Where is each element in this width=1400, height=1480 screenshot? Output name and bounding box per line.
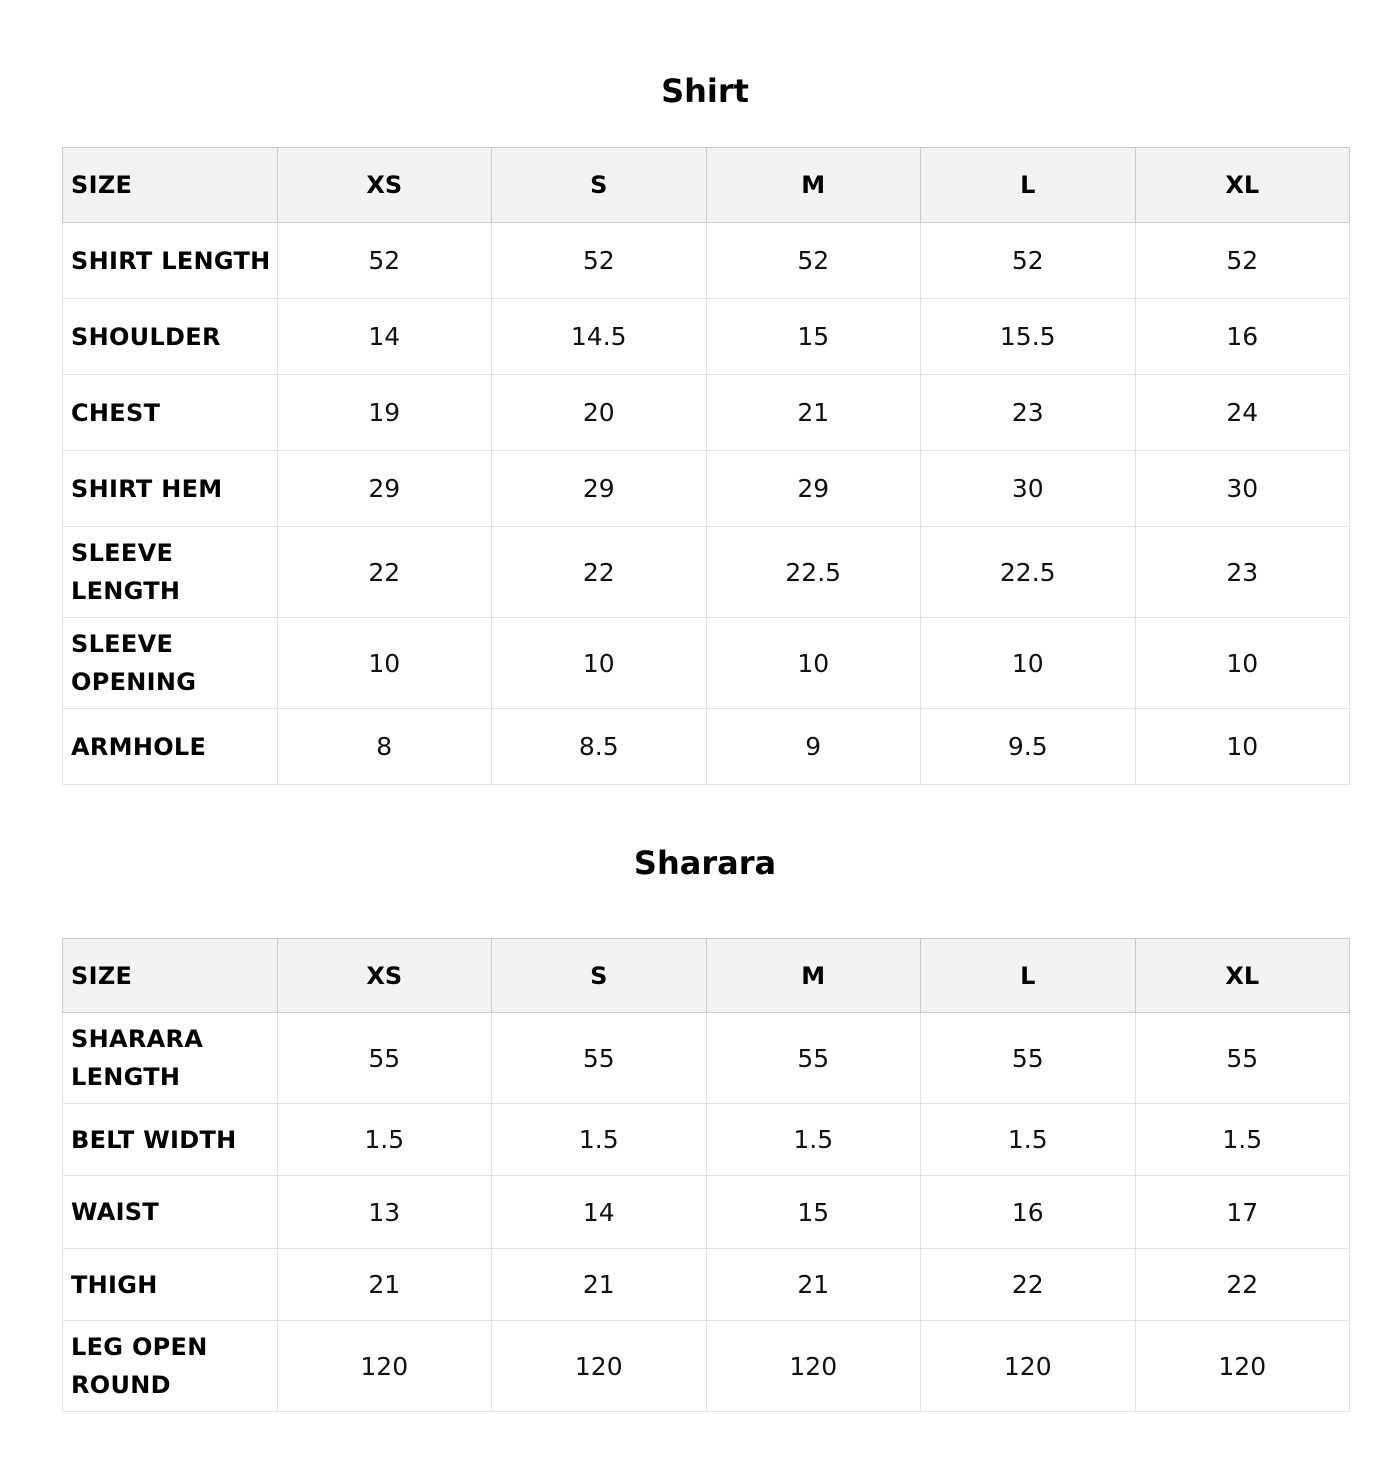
row-label: SHIRT HEM bbox=[63, 451, 278, 527]
column-header-size: SIZE bbox=[63, 148, 278, 223]
column-header-xl: XL bbox=[1135, 939, 1350, 1013]
table-cell: 14 bbox=[492, 1176, 707, 1249]
column-header-xs: XS bbox=[277, 939, 492, 1013]
row-label: BELT WIDTH bbox=[63, 1104, 278, 1176]
table-cell: 1.5 bbox=[492, 1104, 707, 1176]
row-label: SLEEVE LENGTH bbox=[63, 527, 278, 618]
table-row-waist bbox=[63, 1176, 1350, 1249]
table-cell: 20 bbox=[492, 375, 707, 451]
table-cell: 22 bbox=[277, 527, 492, 618]
table-row-sleeve-opening bbox=[63, 618, 1350, 709]
table-cell: 22.5 bbox=[706, 527, 921, 618]
table-row-shoulder bbox=[63, 299, 1350, 375]
table-row-belt-width bbox=[63, 1104, 1350, 1176]
table-cell: 17 bbox=[1135, 1176, 1350, 1249]
table-cell: 24 bbox=[1135, 375, 1350, 451]
table-cell: 23 bbox=[1135, 527, 1350, 618]
row-label: WAIST bbox=[63, 1176, 278, 1249]
table-cell: 120 bbox=[1135, 1321, 1350, 1412]
table-cell: 30 bbox=[921, 451, 1136, 527]
table-cell: 55 bbox=[706, 1013, 921, 1104]
table-cell: 55 bbox=[1135, 1013, 1350, 1104]
sharara-table-title: Sharara bbox=[633, 844, 777, 882]
row-label: CHEST bbox=[63, 375, 278, 451]
table-cell: 15 bbox=[706, 1176, 921, 1249]
table-row-thigh bbox=[63, 1249, 1350, 1321]
table-cell: 29 bbox=[492, 451, 707, 527]
table-cell: 16 bbox=[921, 1176, 1136, 1249]
table-row-chest bbox=[63, 375, 1350, 451]
table-cell: 14 bbox=[277, 299, 492, 375]
table-cell: 1.5 bbox=[277, 1104, 492, 1176]
table-cell: 52 bbox=[921, 223, 1136, 299]
table-cell: 120 bbox=[921, 1321, 1136, 1412]
table-row-armhole bbox=[63, 709, 1350, 785]
sharara-size-table bbox=[62, 938, 1350, 1412]
table-cell: 120 bbox=[706, 1321, 921, 1412]
table-cell: 21 bbox=[492, 1249, 707, 1321]
row-label: ARMHOLE bbox=[63, 709, 278, 785]
table-row-leg-open-round bbox=[63, 1321, 1350, 1412]
column-header-xl: XL bbox=[1135, 148, 1350, 223]
table-cell: 1.5 bbox=[706, 1104, 921, 1176]
column-header-s: S bbox=[492, 148, 707, 223]
table-cell: 8.5 bbox=[492, 709, 707, 785]
table-cell: 22 bbox=[1135, 1249, 1350, 1321]
table-cell: 15.5 bbox=[921, 299, 1136, 375]
table-cell: 22 bbox=[921, 1249, 1136, 1321]
table-cell: 52 bbox=[492, 223, 707, 299]
table-row-sharara-length bbox=[63, 1013, 1350, 1104]
table-header-row bbox=[63, 939, 1350, 1013]
row-label: LEG OPEN ROUND bbox=[63, 1321, 278, 1412]
table-row-shirt-hem bbox=[63, 451, 1350, 527]
column-header-l: L bbox=[921, 148, 1136, 223]
table-cell: 10 bbox=[1135, 709, 1350, 785]
column-header-m: M bbox=[706, 148, 921, 223]
row-label: SHARARA LENGTH bbox=[63, 1013, 278, 1104]
table-cell: 21 bbox=[706, 1249, 921, 1321]
table-row-shirt-length bbox=[63, 223, 1350, 299]
column-header-s: S bbox=[492, 939, 707, 1013]
shirt-size-table bbox=[62, 147, 1350, 785]
table-cell: 13 bbox=[277, 1176, 492, 1249]
table-cell: 1.5 bbox=[1135, 1104, 1350, 1176]
table-cell: 14.5 bbox=[492, 299, 707, 375]
row-label: THIGH bbox=[63, 1249, 278, 1321]
table-cell: 120 bbox=[277, 1321, 492, 1412]
table-cell: 10 bbox=[492, 618, 707, 709]
table-cell: 23 bbox=[921, 375, 1136, 451]
table-cell: 21 bbox=[706, 375, 921, 451]
table-cell: 29 bbox=[706, 451, 921, 527]
table-cell: 22 bbox=[492, 527, 707, 618]
table-cell: 52 bbox=[706, 223, 921, 299]
column-header-size: SIZE bbox=[63, 939, 278, 1013]
table-cell: 55 bbox=[492, 1013, 707, 1104]
table-header-row bbox=[63, 148, 1350, 223]
table-cell: 55 bbox=[277, 1013, 492, 1104]
table-cell: 21 bbox=[277, 1249, 492, 1321]
table-cell: 22.5 bbox=[921, 527, 1136, 618]
table-cell: 9 bbox=[706, 709, 921, 785]
table-cell: 10 bbox=[1135, 618, 1350, 709]
row-label: SHIRT LENGTH bbox=[63, 223, 278, 299]
table-cell: 9.5 bbox=[921, 709, 1136, 785]
table-cell: 120 bbox=[492, 1321, 707, 1412]
table-cell: 8 bbox=[277, 709, 492, 785]
column-header-m: M bbox=[706, 939, 921, 1013]
table-cell: 10 bbox=[277, 618, 492, 709]
table-cell: 52 bbox=[277, 223, 492, 299]
table-cell: 16 bbox=[1135, 299, 1350, 375]
column-header-xs: XS bbox=[277, 148, 492, 223]
table-cell: 1.5 bbox=[921, 1104, 1136, 1176]
table-cell: 29 bbox=[277, 451, 492, 527]
table-cell: 10 bbox=[706, 618, 921, 709]
table-cell: 52 bbox=[1135, 223, 1350, 299]
table-cell: 19 bbox=[277, 375, 492, 451]
shirt-table-title: Shirt bbox=[661, 72, 749, 110]
table-cell: 55 bbox=[921, 1013, 1136, 1104]
row-label: SLEEVE OPENING bbox=[63, 618, 278, 709]
table-row-sleeve-length bbox=[63, 527, 1350, 618]
row-label: SHOULDER bbox=[63, 299, 278, 375]
table-cell: 15 bbox=[706, 299, 921, 375]
table-cell: 30 bbox=[1135, 451, 1350, 527]
column-header-l: L bbox=[921, 939, 1136, 1013]
table-cell: 10 bbox=[921, 618, 1136, 709]
